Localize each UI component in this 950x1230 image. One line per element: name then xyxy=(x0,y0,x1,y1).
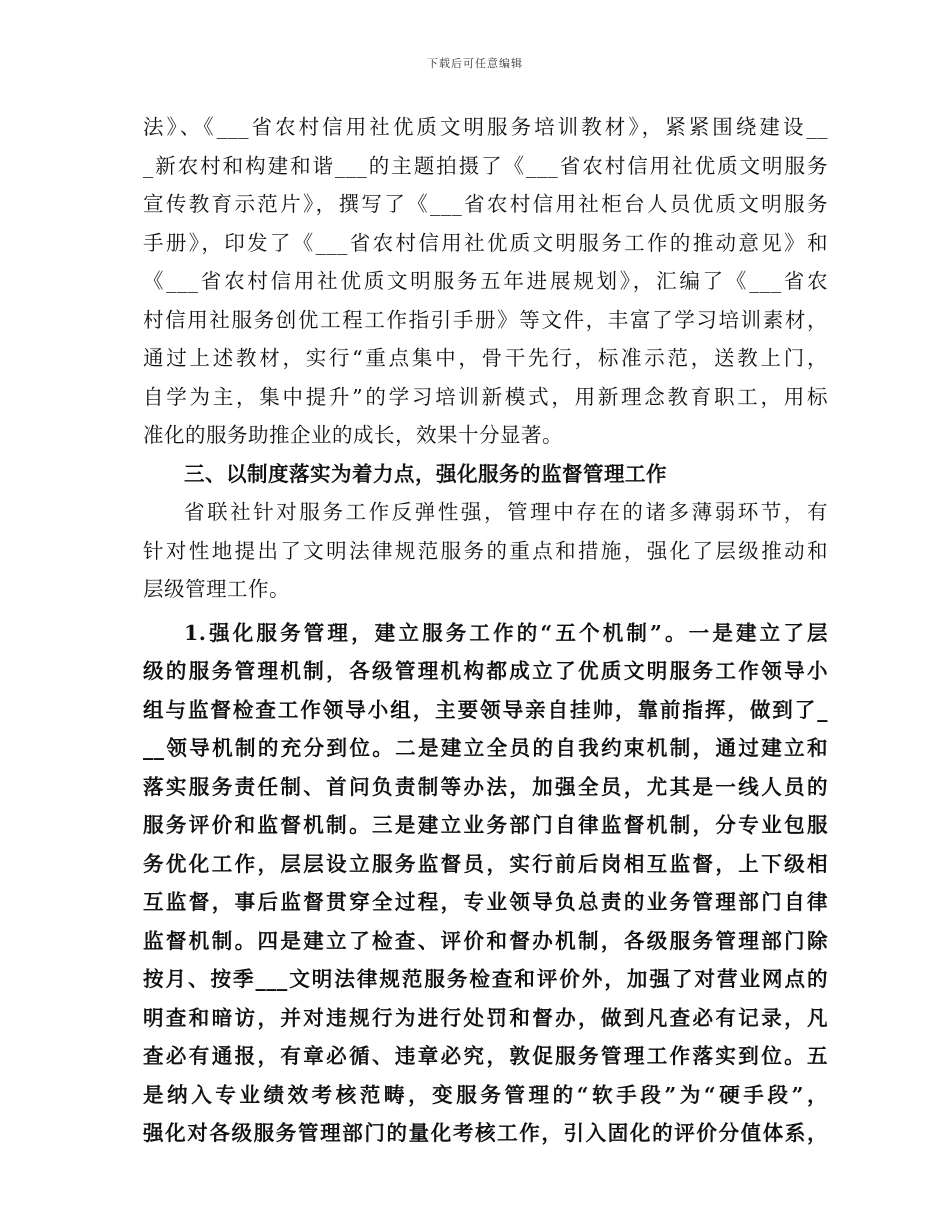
text-line: 服务评价和监督机制。三是建立业务部门自律监督机制，分专业包服 xyxy=(143,813,828,837)
text-line: 通过上述教材，实行“重点集中，骨干先行，标准示范，送教上门， xyxy=(143,346,828,370)
paragraph-supervision-intro xyxy=(143,493,828,609)
text-line: 落实服务责任制、首问负责制等办法，加强全员，尤其是一线人员的 xyxy=(143,774,828,799)
paragraph-five-mechanisms xyxy=(143,614,828,1153)
text-line: 层级管理工作。 xyxy=(143,577,290,601)
text-line: 1.强化服务管理，建立服务工作的“五个机制”。一是建立了层 xyxy=(184,620,828,645)
text-line: 是纳入专业绩效考核范畴，变服务管理的“软手段”为“硬手段”， xyxy=(143,1082,828,1107)
text-line: 准化的服务助推企业的成长，效果十分显著。 xyxy=(143,423,563,447)
text-line: 按月、按季___文明法律规范服务检查和评价外，加强了对营业网点的 xyxy=(143,967,828,991)
text-line: 级的服务管理机制，各级管理机构都成立了优质文明服务工作领导小 xyxy=(143,659,828,683)
section-heading: 三、以制度落实为着力点，强化服务的监督管理工作 xyxy=(184,461,667,486)
text-line: 省联社针对服务工作反弹性强，管理中存在的诸多薄弱环节，有 xyxy=(184,500,828,524)
text-line: 明查和暗访，并对违规行为进行处罚和督办，做到凡查必有记录，凡 xyxy=(143,1005,828,1030)
text-line: _新农村和构建和谐___的主题拍摄了《___省农村信用社优质文明服务 xyxy=(143,153,828,178)
text-line: 互监督，事后监督贯穿全过程，专业领导负总责的业务管理部门自律 xyxy=(143,890,828,914)
text-line: 自学为主，集中提升”的学习培训新模式，用新理念教育职工，用标 xyxy=(143,384,828,409)
text-line: 组与监督检查工作领导小组，主要领导亲自挂帅，靠前指挥，做到了_ xyxy=(143,697,828,722)
text-line: 手册》，印发了《___省农村信用社优质文明服务工作的推动意见》和 xyxy=(143,230,828,255)
text-line: 务优化工作，层层设立服务监督员，实行前后岗相互监督，上下级相 xyxy=(143,851,828,876)
text-line: __领导机制的充分到位。二是建立全员的自我约束机制，通过建立和 xyxy=(143,736,828,760)
text-line: 村信用社服务创优工程工作指引手册》等文件，丰富了学习培训素材， xyxy=(143,307,828,332)
text-line: 强化对各级服务管理部门的量化考核工作，引入固化的评价分值体系， xyxy=(143,1121,828,1145)
text-line: 法》、《___省农村信用社优质文明服务培训教材》，紧紧围绕建设__ xyxy=(143,115,828,139)
document-body xyxy=(143,108,828,1153)
text-line: 监督机制。四是建立了检查、评价和督办机制，各级服务管理部门除 xyxy=(143,928,828,953)
text-line: 针对性地提出了文明法律规范服务的重点和措施，强化了层级推动和 xyxy=(143,538,828,563)
text-line: 宣传教育示范片》，撰写了《___省农村信用社柜台人员优质文明服务 xyxy=(143,192,828,216)
paragraph-training-materials xyxy=(143,108,828,455)
text-line: 《___省农村信用社优质文明服务五年进展规划》，汇编了《___省农 xyxy=(143,269,828,293)
page-header: 下载后可任意编辑 xyxy=(427,57,523,70)
text-line: 查必有通报，有章必循、违章必究，敦促服务管理工作落实到位。五 xyxy=(143,1044,828,1068)
